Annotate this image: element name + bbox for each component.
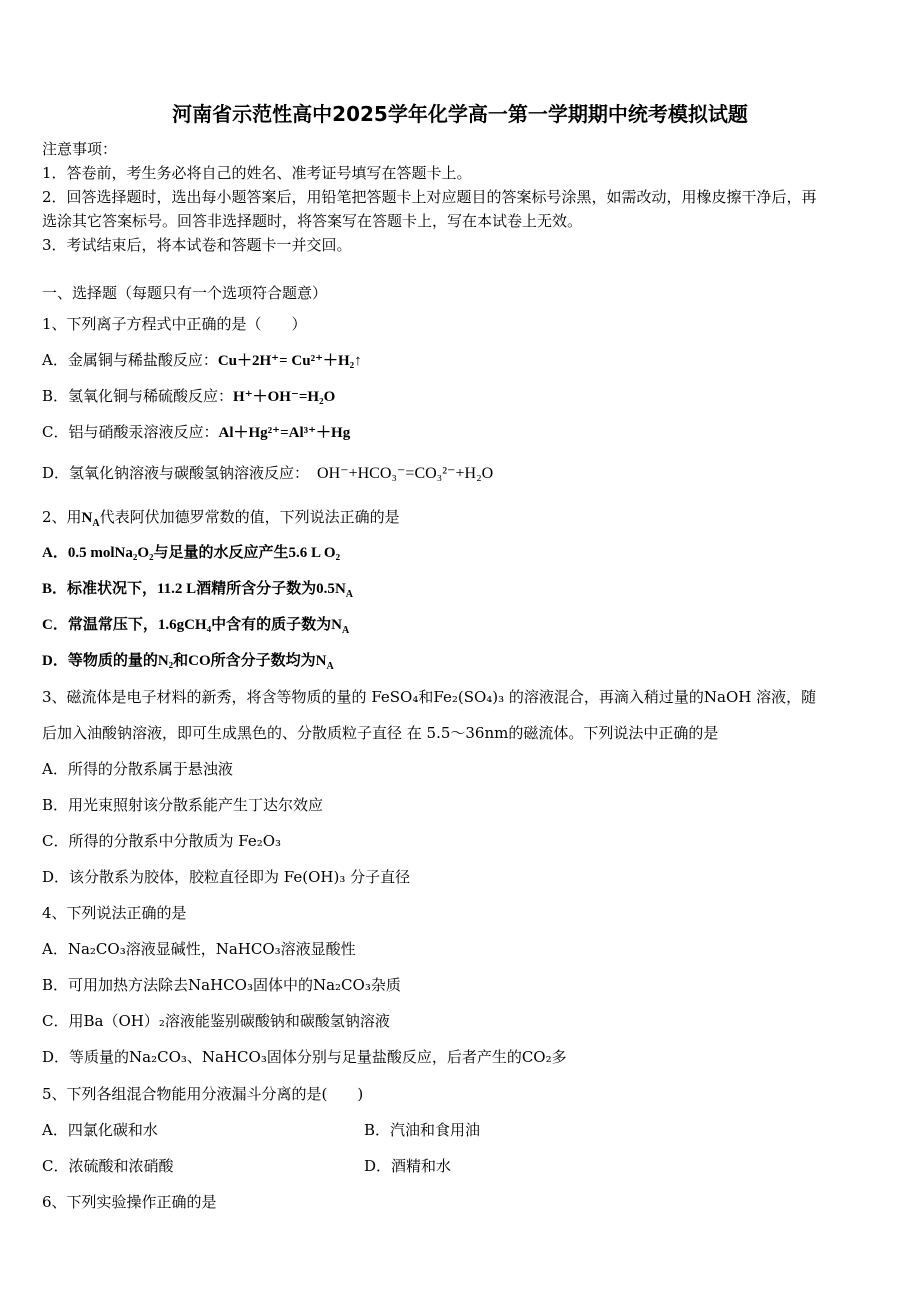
question-6-stem: 6、下列实验操作正确的是 <box>42 1193 217 1211</box>
option-label: B．氢氧化铜与稀硫酸反应： <box>42 387 234 405</box>
option-equation: OH⁻+HCO₃⁻=CO₃²⁻+H₂O <box>317 465 494 482</box>
question-2-option-c: C．常温常压下，1.6gCH₄中含有的质子数为$N_A$ <box>42 617 350 636</box>
question-2-option-d: D．等物质的量的N₂和CO所含分子数均为$N_A$ <box>42 653 334 672</box>
question-4-option-b: B．可用加热方法除去NaHCO₃固体中的Na₂CO₃杂质 <box>42 976 401 994</box>
question-5-option-c: C．浓硫酸和浓硝酸 <box>42 1157 174 1175</box>
question-3-stem-line-2: 后加入油酸钠溶液，即可生成黑色的、分散质粒子直径 在 5.5～36nm的磁流体。下列说法中正确的是 <box>42 724 719 742</box>
question-4-option-a: A．Na₂CO₃溶液显碱性，NaHCO₃溶液显酸性 <box>42 940 356 958</box>
question-4-option-c: C．用Ba（OH）₂溶液能鉴别碳酸钠和碳酸氢钠溶液 <box>42 1012 390 1030</box>
option-label: C．铝与硝酸汞溶液反应： <box>42 423 219 441</box>
question-3-option-d: D．该分散系为胶体，胶粒直径即为 Fe(OH)₃ 分子直径 <box>42 868 411 886</box>
question-3-option-c: C．所得的分散系中分散质为 Fe₂O₃ <box>42 832 282 850</box>
question-2-option-a: A．0.5 molNa₂O₂与足量的水反应产生5.6 L O₂ <box>42 545 341 561</box>
option-equation: H⁺＋OH⁻=H₂O <box>233 389 336 405</box>
question-1-option-d <box>42 463 493 484</box>
question-1-stem: 1、下列离子方程式中正确的是（ ） <box>42 315 307 333</box>
notice-heading: 注意事项： <box>42 140 118 158</box>
question-1-option-b <box>42 386 335 407</box>
question-5-option-b: B．汽油和食用油 <box>364 1121 481 1139</box>
notice-item-3: 3．考试结束后，将本试卷和答题卡一并交回。 <box>42 236 352 254</box>
question-1-option-a <box>42 350 362 371</box>
notice-item-1: 1．答卷前，考生务必将自己的姓名、准考证号填写在答题卡上。 <box>42 164 472 182</box>
option-equation: Al＋Hg²⁺=Al³⁺＋Hg <box>218 425 351 441</box>
page-title: 河南省示范性高中2025学年化学高一第一学期期中统考模拟试题 <box>172 102 748 126</box>
question-2-stem: 2、用$N_A$代表阿伏加德罗常数的值，下列说法正确的是 <box>42 508 400 529</box>
question-5-option-d: D．酒精和水 <box>364 1157 452 1175</box>
question-3-option-b: B．用光束照射该分散系能产生丁达尔效应 <box>42 796 324 814</box>
question-4-stem: 4、下列说法正确的是 <box>42 904 187 922</box>
question-4-option-d: D．等质量的Na₂CO₃、NaHCO₃固体分别与足量盐酸反应，后者产生的CO₂多 <box>42 1048 567 1066</box>
option-equation: Cu＋2H⁺= Cu²⁺＋H₂↑ <box>217 353 362 369</box>
section-heading: 一、选择题（每题只有一个选项符合题意） <box>42 284 328 302</box>
question-5-stem: 5、下列各组混合物能用分液漏斗分离的是( ) <box>42 1085 364 1103</box>
question-3-option-a: A．所得的分散系属于悬浊液 <box>42 760 233 778</box>
question-3-stem-line-1: 3、磁流体是电子材料的新秀，将含等物质的量的 FeSO₄和Fe₂(SO₄)₃ 的溶液混合，再滴入稍过量的NaOH 溶液，随 <box>42 688 817 706</box>
notice-item-2-cont: 选涂其它答案标号。回答非选择题时，将答案写在答题卡上，写在本试卷上无效。 <box>42 212 583 230</box>
question-1-option-c <box>42 422 350 443</box>
question-2-option-b: B．标准状况下，11.2 L酒精所含分子数为$0.5N_A$ <box>42 581 354 600</box>
notice-item-2: 2．回答选择题时，选出每小题答案后，用铅笔把答题卡上对应题目的答案标号涂黑，如需改动，用橡皮擦干净后，再 <box>42 188 817 206</box>
option-label: A．金属铜与稀盐酸反应： <box>42 351 218 369</box>
question-5-option-a: A．四氯化碳和水 <box>42 1121 158 1139</box>
option-label: D．氢氧化钠溶液与碳酸氢钠溶液反应： <box>42 464 310 482</box>
